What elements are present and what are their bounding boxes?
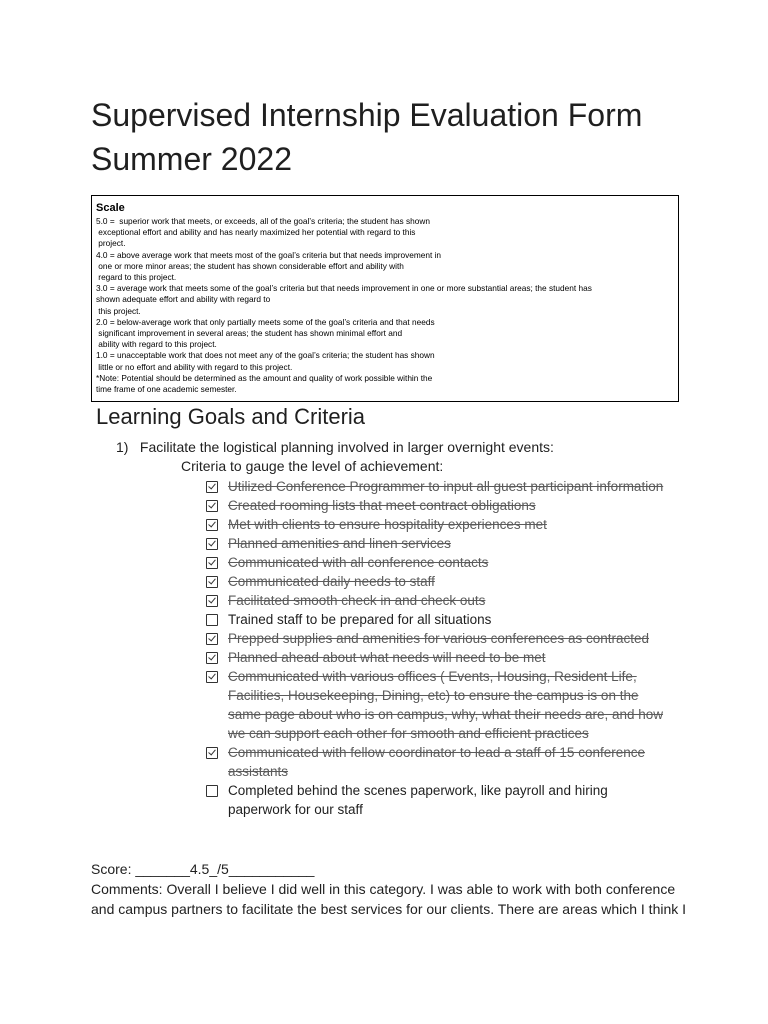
- checklist-item: [204, 591, 674, 610]
- checklist-item-text: Trained staff to be prepared for all situations: [228, 612, 492, 627]
- checklist-item: [204, 534, 674, 553]
- checklist-item: [204, 629, 674, 648]
- checklist-item-text: Planned ahead about what needs will need to be met: [228, 650, 546, 665]
- checked-checkbox-icon[interactable]: [206, 576, 218, 588]
- scale-line: this project.: [96, 305, 141, 316]
- scale-line: 3.0 = average work that meets some of the goal’s criteria but that needs improvement in one or more substantial areas; the student has: [96, 283, 592, 294]
- scale-line: little or no effort and ability with regard to this project.: [96, 361, 293, 372]
- scale-box: [91, 195, 679, 402]
- checklist-item-text: Completed behind the scenes paperwork, like payroll and hiring paperwork for our staff: [228, 783, 608, 817]
- scale-line: time frame of one academic semester.: [96, 384, 237, 395]
- checked-checkbox-icon[interactable]: [206, 557, 218, 569]
- checked-checkbox-icon[interactable]: [206, 481, 218, 493]
- checklist-item-text: Communicated with fellow coordinator to lead a staff of 15 conference assistants: [228, 745, 645, 779]
- unchecked-checkbox-icon[interactable]: [206, 614, 218, 626]
- checked-checkbox-icon[interactable]: [206, 595, 218, 607]
- checklist-item-text: Communicated with all conference contacts: [228, 555, 489, 570]
- title-line-1: Supervised Internship Evaluation Form: [91, 97, 643, 133]
- checklist-item-text: Created rooming lists that meet contract obligations: [228, 498, 536, 513]
- scale-line: 1.0 = unacceptable work that does not meet any of the goal’s criteria; the student has shown: [96, 350, 435, 361]
- checklist-item-text: Communicated with various offices ( Events, Housing, Resident Life, Facilities, Housekeeping, Dining, etc) to ensure the campus is on the same page about who is on campus, why, what their needs are, and how we can support each other for smooth and efficient practices: [228, 669, 664, 741]
- checklist-item-text: Facilitated smooth check in and check outs: [228, 593, 486, 608]
- scale-line: one or more minor areas; the student has shown considerable effort and ability with: [96, 260, 404, 271]
- goal-text: Facilitate the logistical planning involved in larger overnight events:: [139, 439, 554, 455]
- scale-line: ability with regard to this project.: [96, 339, 217, 350]
- checklist-item: [204, 667, 674, 743]
- checklist-item-text: Prepped supplies and amenities for various conferences as contracted: [228, 631, 649, 646]
- goal-number: 1): [116, 439, 129, 455]
- checked-checkbox-icon[interactable]: [206, 652, 218, 664]
- checked-checkbox-icon[interactable]: [206, 747, 218, 759]
- goal-item: [116, 438, 554, 457]
- checklist-item-text: Met with clients to ensure hospitality experiences met: [228, 517, 547, 532]
- unchecked-checkbox-icon[interactable]: [206, 785, 218, 797]
- checklist-item-text: Communicated daily needs to staff: [228, 574, 435, 589]
- checklist-item: [204, 610, 674, 629]
- checked-checkbox-icon[interactable]: [206, 538, 218, 550]
- scale-line: project.: [96, 238, 126, 249]
- scale-line: exceptional effort and ability and has nearly maximized her potential with regard to this: [96, 227, 416, 238]
- scale-heading: Scale: [96, 202, 125, 214]
- comments-text: Comments: Overall I believe I did well in this category. I was able to work with both conference and campus partners to facilitate the best services for our clients. There are areas which I think I: [91, 881, 687, 917]
- score-line: Score: _______4.5_/5___________: [91, 861, 315, 877]
- checklist-item: [204, 553, 674, 572]
- scale-line: shown adequate effort and ability with regard to: [96, 294, 271, 305]
- scale-line: significant improvement in several areas; the student has shown minimal effort and: [96, 328, 403, 339]
- scale-line: *Note: Potential should be determined as the amount and quality of work possible within the: [96, 372, 433, 383]
- checked-checkbox-icon[interactable]: [206, 671, 218, 683]
- scale-line: 2.0 = below-average work that only partially meets some of the goal’s criteria and that needs: [96, 316, 435, 327]
- criteria-label: Criteria to gauge the level of achievement:: [181, 458, 444, 474]
- checklist-item: [204, 781, 674, 819]
- checklist-item-text: Utilized Conference Programmer to input all guest participant information: [228, 479, 664, 494]
- checked-checkbox-icon[interactable]: [206, 519, 218, 531]
- checklist-item: [204, 572, 674, 591]
- goals-heading: Learning Goals and Criteria: [96, 404, 366, 429]
- scale-line: 4.0 = above average work that meets most of the goal’s criteria but that needs improvement in: [96, 249, 442, 260]
- scale-line: 5.0 = superior work that meets, or exceeds, all of the goal’s criteria; the student has shown: [96, 216, 430, 226]
- checklist-item: [204, 648, 674, 667]
- checklist-item: [204, 477, 674, 496]
- checklist-item-text: Planned amenities and linen services: [228, 536, 451, 551]
- page-title: [91, 93, 731, 181]
- criteria-checklist: [204, 477, 674, 819]
- title-line-2: Summer 2022: [91, 141, 292, 177]
- checked-checkbox-icon[interactable]: [206, 633, 218, 645]
- scale-line: regard to this project.: [96, 272, 177, 283]
- checklist-item: [204, 496, 674, 515]
- checklist-item: [204, 743, 674, 781]
- checked-checkbox-icon[interactable]: [206, 500, 218, 512]
- checklist-item: [204, 515, 674, 534]
